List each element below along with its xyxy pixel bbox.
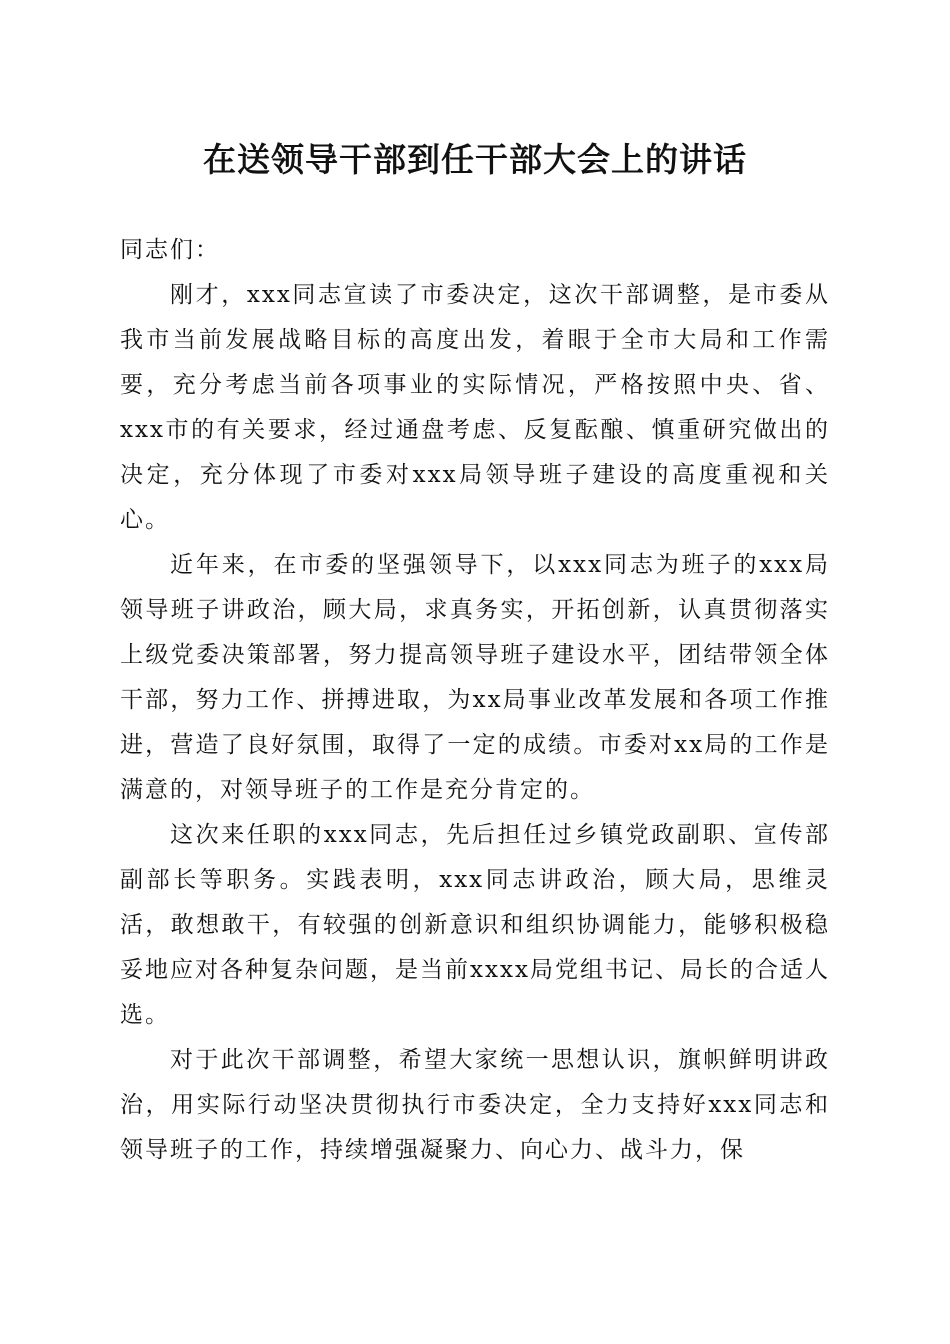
document-title: 在送领导干部到任干部大会上的讲话 [203,140,747,179]
paragraph-2: 近年来，在市委的坚强领导下，以xxx同志为班子的xxx局领导班子讲政治，顾大局，求真务实，开拓创新，认真贯彻落实上级党委决策部署，努力提高领导班子建设水平，团结带领全体干部，努力工作、拼搏进取，为xx局事业改革发展和各项工作推进，营造了良好氛围，取得了一定的成绩。市委对xx局的工作是满意的，对领导班子的工作是充分肯定的。 [120,552,830,803]
document-body [120,228,830,1173]
paragraph-3: 这次来任职的xxx同志，先后担任过乡镇党政副职、宣传部副部长等职务。实践表明，xxx同志讲政治，顾大局，思维灵活，敢想敢干，有较强的创新意识和组织协调能力，能够积极稳妥地应对各种复杂问题，是当前xxxx局党组书记、局长的合适人选。 [120,822,830,1028]
salutation: 同志们： [120,237,220,263]
paragraph-4: 对于此次干部调整，希望大家统一思想认识，旗帜鲜明讲政治，用实际行动坚决贯彻执行市委决定，全力支持好xxx同志和领导班子的工作，持续增强凝聚力、向心力、战斗力，保 [120,1047,830,1163]
paragraph-1: 刚才，xxx同志宣读了市委决定，这次干部调整，是市委从我市当前发展战略目标的高度出发，着眼于全市大局和工作需要，充分考虑当前各项事业的实际情况，严格按照中央、省、xxx市的有关要求，经过通盘考虑、反复酝酿、慎重研究做出的决定，充分体现了市委对xxx局领导班子建设的高度重视和关心。 [120,282,830,533]
